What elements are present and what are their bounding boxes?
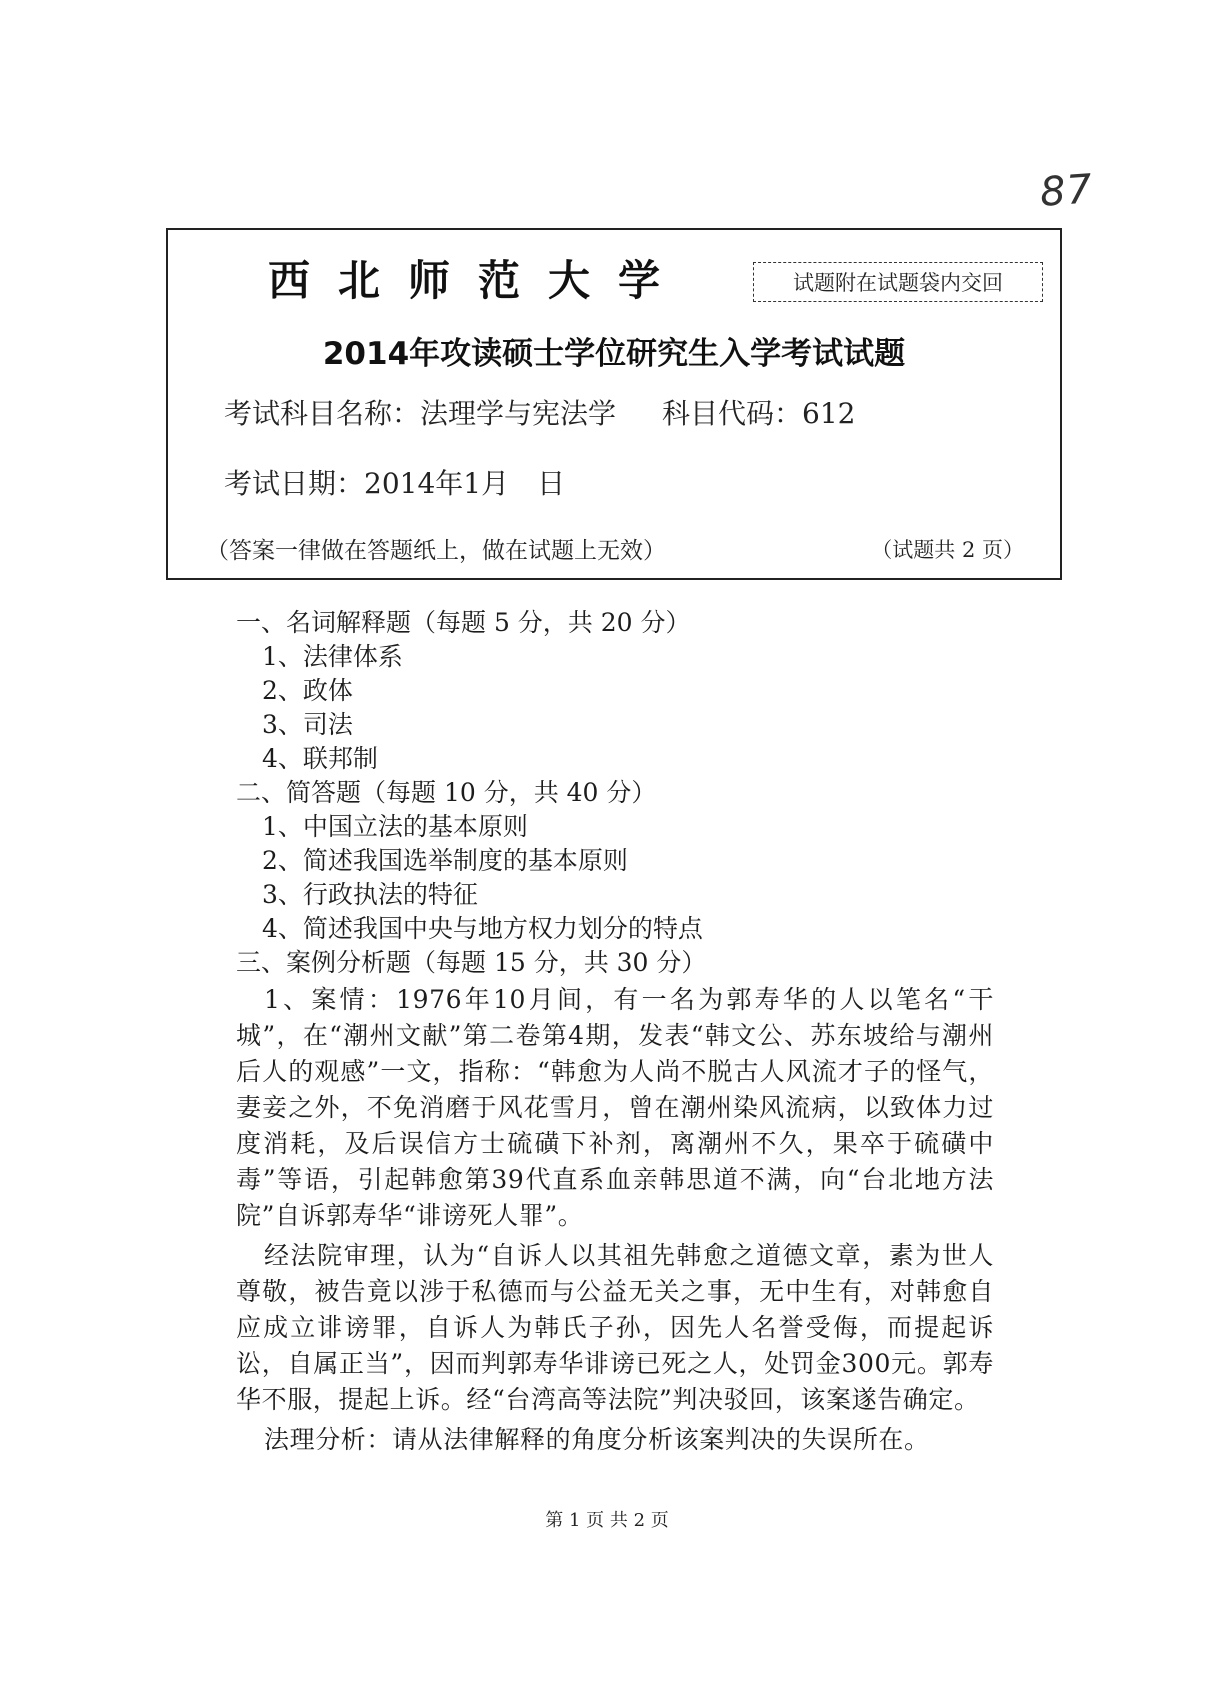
subject-name: 考试科目名称：法理学与宪法学	[224, 397, 617, 430]
page-footer: 第 1 页 共 2 页	[545, 1510, 669, 1531]
section-title-short-answer: 二、简答题（每题 10 分，共 40 分）	[236, 778, 657, 807]
university-name: 西北师范大学	[268, 256, 689, 305]
subject-code: 科目代码：612	[662, 397, 856, 430]
question-item: 4、简述我国中央与地方权力划分的特点	[262, 914, 703, 943]
handwritten-page-mark: 87	[1038, 166, 1095, 216]
question-item: 2、政体	[262, 676, 353, 705]
section-title-definitions: 一、名词解释题（每题 5 分，共 20 分）	[236, 608, 691, 637]
answer-instruction: （答案一律做在答题纸上，做在试题上无效）	[206, 538, 666, 564]
exam-title: 2014年攻读硕士学位研究生入学考试试题	[322, 336, 906, 372]
question-item: 3、司法	[262, 710, 353, 739]
total-pages-note: （试题共 2 页）	[871, 538, 1024, 562]
subject-line	[224, 392, 855, 432]
case-facts-paragraph: 1、案情：1976年10月间，有一名为郭寿华的人以笔名“干城”，在“潮州文献”第二卷第4期，发表“韩文公、苏东坡给与潮州后人的观感”一文，指称：“韩愈为人尚不脱古人风流才子的怪气，妻妾之外，不免消磨于风花雪月，曾在潮州染风流病，以致体力过度消耗，及后误信方士硫磺下补剂，离潮州不久，果卒于硫磺中毒”等语，引起韩愈第39代直系血亲韩思道不满，向“台北地方法院”自诉郭寿华“诽谤死人罪”。	[236, 985, 994, 1230]
question-item: 1、法律体系	[262, 642, 403, 671]
exam-questions	[236, 606, 994, 1483]
return-note-box: 试题附在试题袋内交回	[753, 262, 1043, 302]
question-item: 3、行政执法的特征	[262, 880, 478, 909]
question-item: 2、简述我国选举制度的基本原则	[262, 846, 628, 875]
court-ruling-paragraph: 经法院审理，认为“自诉人以其祖先韩愈之道德文章，素为世人尊敬，被告竟以涉于私德而与公益无关之事，无中生有，对韩愈自应成立诽谤罪，自诉人为韩氏子孙，因先人名誉受侮，而提起诉讼，自属正当”，因而判郭寿华诽谤已死之人，处罚金300元。郭寿华不服，提起上诉。经“台湾高等法院”判决驳回，该案遂告确定。	[236, 1241, 994, 1414]
section-title-case-analysis: 三、案例分析题（每题 15 分，共 30 分）	[236, 948, 707, 977]
exam-date: 考试日期：2014年1月 日	[224, 467, 566, 500]
question-item: 1、中国立法的基本原则	[262, 812, 528, 841]
analysis-question: 法理分析：请从法律解释的角度分析该案判决的失误所在。	[264, 1425, 930, 1454]
exam-header-box	[166, 228, 1062, 580]
question-item: 4、联邦制	[262, 744, 378, 773]
